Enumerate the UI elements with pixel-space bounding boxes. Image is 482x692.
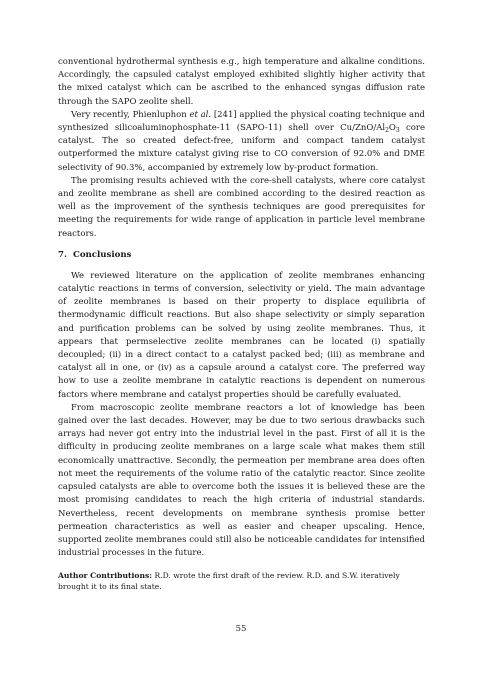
paragraph-macroscopic: From macroscopic zeolite membrane reactors a lot of knowledge has been gained over the last decades. However, may be due to two serious drawbacks such arrays had never got entry into the industrial level in the past. First of all it is the difficulty in producing zeolite membranes on a large scale what makes them still economically unattractive. Secondly, the permeation per membrane area does often not meet the requirements of the volume ratio of the catalytic reactor. Since zeolite capsuled catalysts are able to overcome both the issues it is believed these are the most promising candidates to reach the high criteria of industrial standards. Nevertheless, recent developments on membrane synthesis promise better permeation characteristics as well as easier and cheaper upscaling. Hence, supported zeolite membranes could still also be noticeable candidates for intensified industrial processes in the future. (58, 402, 425, 559)
section-heading-conclusions (58, 249, 425, 262)
subscript: 2 (385, 127, 389, 135)
text-run: [241] applied the physical coating technique and synthesized silicoaluminophosphate-11 (SAPO-11) shell over Cu/ZnO/Al (58, 109, 425, 134)
paragraph-review-summary: We reviewed literature on the application of zeolite membranes enhancing catalytic reactions in terms of conversion, selectivity or yield. The main advantage of zeolite membranes is based on their property to displace equilibria of thermodynamic difficult reactions. But also shape selectivity or simply separation and purification problems can be solved by using zeolite membranes. Thus, it appears that permselective zeolite membranes can be located (i) spatially decoupled; (ii) in a direct contact to a catalyst packed bed; (iii) as membrane and catalyst all in one, or (iv) as a capsule around a catalyst core. The preferred way how to use a zeolite membrane in catalytic reactions is dependent on numerous factors where membrane and catalyst properties should be carefully evaluated. (58, 270, 425, 400)
et-al-italic: et al. (189, 109, 212, 120)
paragraph-hydrothermal: conventional hydrothermal synthesis e.g., high temperature and alkaline conditions. Accordingly, the capsuled catalyst employed exhibited slightly higher activity that the mixed catalyst which can be ascribed to the enhanced syngas diffusion rate through the SAPO zeolite shell. (58, 57, 425, 107)
subscript: 3 (395, 127, 400, 135)
text-run: Very recently, Phienluphon (71, 109, 190, 120)
paragraph-phienluphon (58, 109, 425, 175)
text-run: core catalyst. The so created defect-free, uniform and compact tandem catalyst outperformed the mixture catalyst giving rise to CO conversion of 92.0% and DME selectivity of 90.3%, accompanied by extremely low by-product formation. (58, 123, 425, 173)
author-contributions (58, 570, 425, 592)
author-contributions-text: R.D. wrote the first draft of the review. R.D. and S.W. iteratively brought it to its final state. (58, 571, 400, 592)
section-title: Conclusions (72, 249, 132, 260)
paragraph-core-shell: The promising results achieved with the core-shell catalysts, where core catalyst and zeolite membrane as shell are combined according to the desired reaction as well as the improvement of the synthesis techniques are good prerequisites for meeting the requirements for wide range of application in particle level membrane reactors. (58, 175, 425, 239)
page-number: 55 (235, 624, 247, 634)
text-run: O (388, 123, 396, 134)
page-body (58, 56, 425, 592)
section-number: 7. (58, 249, 67, 260)
author-contributions-label: Author Contributions: (58, 571, 153, 581)
